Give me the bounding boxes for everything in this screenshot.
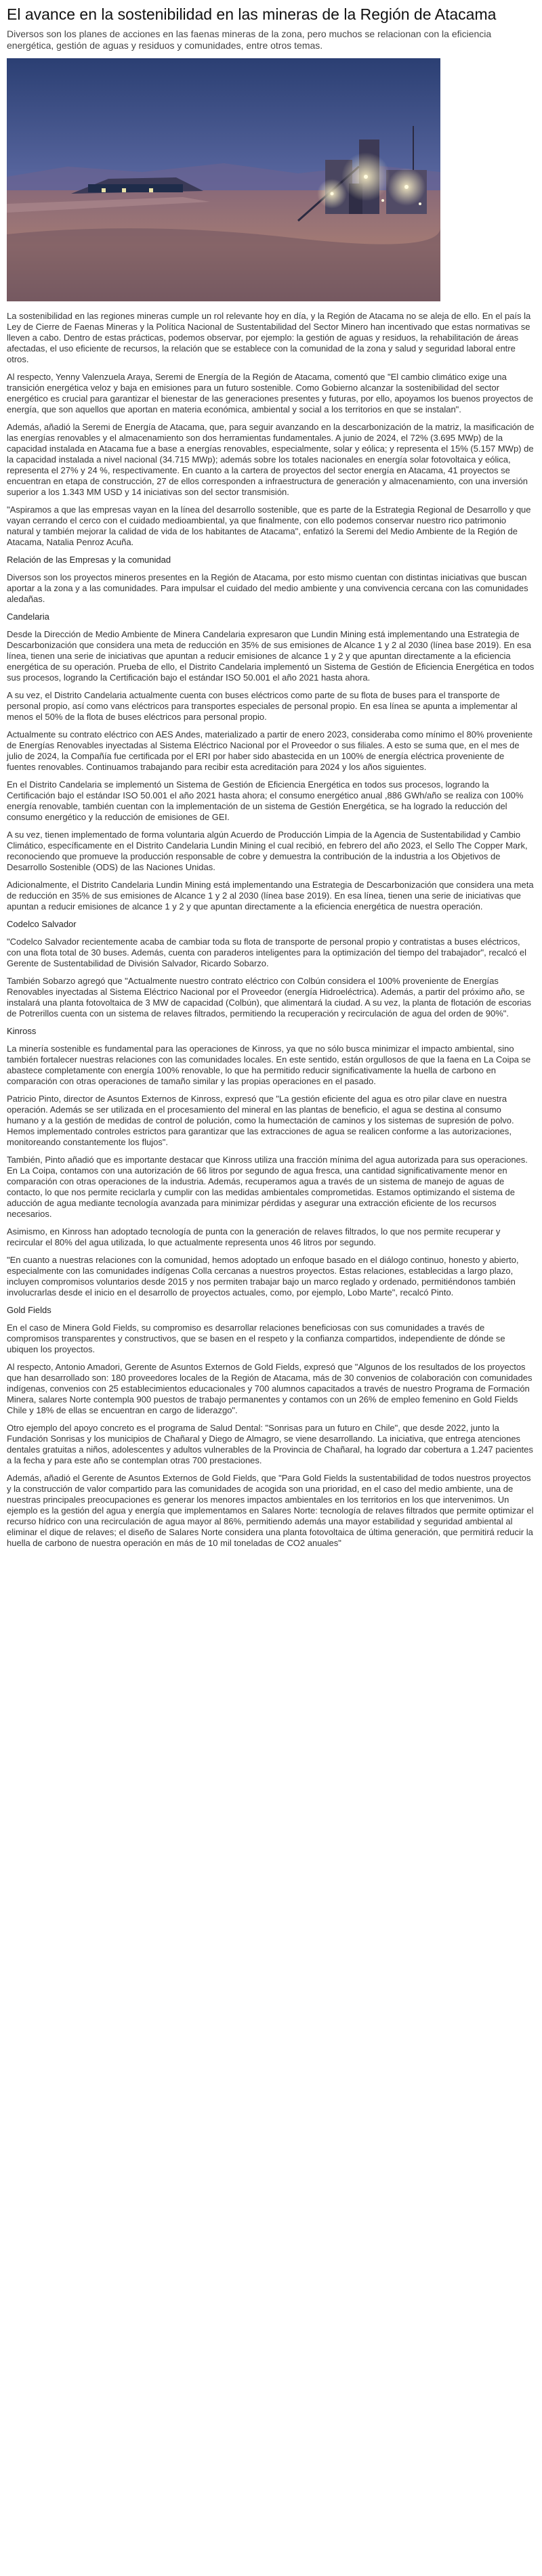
article-paragraph: La sostenibilidad en las regiones mineras cumple un rol relevante hoy en día, y la Región de Atacama no se aleja de ello. En el país la Ley de Cierre de Faenas Mineras y la Política Nacional de Sustentabilidad del Sector Minero han incentivado que estas normativas se lleven a cabo. Dentro de estas prácticas, podemos observar, por ejemplo: la gestión de aguas y residuos, la rehabilitación de áreas afectadas, el uso eficiente de recursos, la relación que se establece con la comunidad de la zona y salud y seguridad laboral entre otros. xyxy=(7,311,531,364)
article-paragraph: También Sobarzo agregó que "Actualmente nuestro contrato eléctrico con Colbún considera el 100% proveniente de Energías Renovables inyectadas al Sistema Eléctrico Nacional por el Proveedor (energía Hidroeléctrica). Además, a partir del próximo año, se instalará una planta fotovoltaica de 3 MW de capacidad (Colbún), que alimentará la ciudad. A su vez, la planta de flotación de escorias de Potrerillos cuenta con un sistema de relaves filtrados, permitiendo la recuperación y recirculación de agua del orden de 90%". xyxy=(7,976,531,1018)
section-heading: Kinross xyxy=(7,1026,37,1036)
article-paragraph: Además, añadió el Gerente de Asuntos Externos de Gold Fields, que "Para Gold Fields la sustentabilidad de todos nuestros proyectos y la construcción de valor compartido para las comunidades de acogida son una prioridad, en el caso del medio ambiente, una de nuestras principales preocupaciones es generar los menores impactos ambientales en los territorios en los que intervenimos. Un ejemplo es la gestión del agua y energía que implementamos en Salares Norte: tecnología de relaves filtrados que permite optimizar el recurso hídrico con una recirculación de agua mayor al 86%, permitiendo además una mayor estabilidad y seguridad ambiental al eliminar el dique de relaves; el diseño de Salares Norte considera una planta fotovoltaica de última generación, que permitirá reducir la huella de carbono de nuestra operación en más de 10 mil toneladas de CO2 anuales" xyxy=(7,1473,534,1548)
article-paragraph: Diversos son los proyectos mineros presentes en la Región de Atacama, por esto mismo cuentan con distintas iniciativas que buscan aportar a la zona y a las comunidades. Para impulsar el cuidado del medio ambiente y una convivencia cercana con las comunidades aledañas. xyxy=(7,572,528,604)
article-paragraph: Actualmente su contrato eléctrico con AES Andes, materializado a partir de enero 2023, consideraba como mínimo el 80% proveniente de Energías Renovables inyectadas al Sistema Eléctrico Nacional por el Proveedor o sus filiales. A esto se suma que, en el mes de julio de 2024, la Compañía fue certificada por el ERI por haber sido abastecida en un 100% de energía eléctrica proveniente de fuentes renovables. Continuamos trabajando para recibir esta acreditación para 2024 y los años siguientes. xyxy=(7,729,533,772)
article-body xyxy=(7,311,535,1549)
article-paragraph: En el Distrito Candelaria se implementó un Sistema de Gestión de Eficiencia Energética en todos sus procesos, logrando la Certificación bajo el estándar ISO 50.001 el año 2021 hasta ahora; el consumo energético anual ,886 GWh/año se realiza con 100% energía renovable, también cuentan con la implementación de un sistema de Gestión Energética, se ha logrado la reducción del consumo energético y la reducción de emisiones de GEI. xyxy=(7,779,524,822)
article-paragraph: "En cuanto a nuestras relaciones con la comunidad, hemos adoptado un enfoque basado en el diálogo continuo, honesto y abierto, especialmente con las comunidades indígenas Colla cercanas a nuestros proyectos. Estas relaciones, establecidas a largo plazo, incluyen compromisos voluntarios desde 2015 y nos permiten trabajar bajo un marco reglado y ordenado, permitiéndonos también involucrarlas desde el inicio en el desarrollo de proyectos actuales, como, por ejemplo, Lobo Marte", recalcó Pinto. xyxy=(7,1255,519,1297)
section-heading: Candelaria xyxy=(7,611,49,622)
article-paragraph: A su vez, el Distrito Candelaria actualmente cuenta con buses eléctricos como parte de su flota de buses para el transporte de personal propio, así como vans eléctricos para transportes especiales de personal propio. En esa línea se apunta a implementar al menos el 50% de la flota de buses eléctricos para personal propio. xyxy=(7,690,518,722)
article-paragraph: Patricio Pinto, director de Asuntos Externos de Kinross, expresó que "La gestión eficiente del agua es otro pilar clave en nuestra operación. Además se ser utilizada en el procesamiento del mineral en las plantas de beneficio, el agua se destina al consumo humano y a la gestión de medidas de control de polución, como la humectación de caminos y los sistemas de supresión de polvo. Hemos implementado controles estrictos para garantizar que las extracciones de agua se realicen conforme a las autorizaciones, monitoreando constantemente los flujos". xyxy=(7,1094,514,1147)
section-heading: Gold Fields xyxy=(7,1305,51,1315)
article-paragraph: Además, añadió la Seremi de Energía de Atacama, que, para seguir avanzando en la descarbonización de la matriz, la masificación de las energías renovables y el almacenamiento son dos herramientas fundamentales. A junio de 2024, el 72% (3.695 MWp) de la capacidad instalada en Atacama fue a base a energías renovables, especialmente, solar y eólica; y representa el 15% (5.157 MWp) de la capacidad instalada a nivel nacional (34.715 MWp); además sobre los totales nacionales en energía solar fotovoltaica y eólica, representa el 27% y 24 %, respectivamente. En cuanto a la cartera de proyectos del sector energía en Atacama, 41 proyectos se encuentran en etapa de construcción, 27 de ellos corresponden a infraestructura de generación y almacenamiento, con una inversión superior a los 1.343 MM USD y 14 iniciativas son del sector transmisión. xyxy=(7,422,535,497)
article-paragraph: Al respecto, Antonio Amadori, Gerente de Asuntos Externos de Gold Fields, expresó que "Algunos de los resultados de los proyectos que han desarrollado son: 180 proveedores locales de la Región de Atacama, más de 30 convenios de colaboración con comunidades indígenas, convenios con 25 establecimientos educacionales y 700 alumnos capacitados a través de nuestro Programa de Formación Minera, salares Norte contempla 900 puestos de trabajo permanentes y contamos con un 26% de empleo femenino en Gold Fields Chile y 18% de ellas se encuentran en cargo de liderazgo". xyxy=(7,1362,533,1415)
section-heading: Codelco Salvador xyxy=(7,919,77,929)
article-paragraph: Otro ejemplo del apoyo concreto es el programa de Salud Dental: "Sonrisas para un futuro en Chile", que desde 2022, junto la Fundación Sonrisas y los municipios de Chañaral y Diego de Almagro, se viene desarrollando. La iniciativa, que entrega atenciones dentales gratuitas a niños, adolescentes y adultos vulnerables de la Provincia de Chañaral, ha logrado dar cobertura a 1.247 pacientes a la fecha y para este año se contemplan otras 700 prestaciones. xyxy=(7,1423,533,1465)
article-paragraph: "Aspiramos a que las empresas vayan en la línea del desarrollo sostenible, que es parte de la Estrategia Regional de Desarrollo y que vayan cerrando el cerco con el cuidado medioambiental, ya que finalmente, con ello podemos conservar nuestro rico patrimonio natural y también mejorar la calidad de vida de los habitantes de Atacama", enfatizó la Seremi del Medio Ambiente de la Región de Atacama, Natalia Penroz Acuña. xyxy=(7,505,531,547)
article-paragraph: "Codelco Salvador recientemente acaba de cambiar toda su flota de transporte de personal propio y contratistas a buses eléctricos, con una flota total de 30 buses. Además, cuenta con paraderos inteligentes para la optimización del tiempo del trabajador", recalcó el Gerente de Sustentabilidad de División Salvador, Ricardo Sobarzo. xyxy=(7,937,527,968)
article-paragraph: Asimismo, en Kinross han adoptado tecnología de punta con la generación de relaves filtrados, lo que nos permite recuperar y recircular el 80% del agua utilizada, lo que actualmente representa unos 46 litros por segundo. xyxy=(7,1226,501,1247)
article-paragraph: También, Pinto añadió que es importante destacar que Kinross utiliza una fracción mínima del agua autorizada para sus operaciones. En La Coipa, contamos con una autorización de 66 litros por segundo de agua fresca, una cantidad significativamente menor en comparación con otras operaciones de la industria. Además, recuperamos agua a través de un sistema de manejo de aguas de contacto, lo que nos permite reciclarla y cumplir con las medidas ambientales comprometidas. Estamos optimizando el sistema de aducción de agua mediante tecnología avanzada para minimizar pérdidas y asegurar una extracción eficiente de los recursos necesarios. xyxy=(7,1155,528,1219)
article-lead: Diversos son los planes de acciones en las faenas mineras de la zona, pero muchos se relacionan con la eficiencia energética, gestión de aguas y residuos y comunidades, entre otros temas. xyxy=(7,28,492,51)
article-paragraph: Al respecto, Yenny Valenzuela Araya, Seremi de Energía de la Región de Atacama, comentó que "El cambio climático exige una transición energética veloz y baja en emisiones para un futuro sostenible. Como Gobierno alcanzar la sostenibilidad del sector energético es crucial para garantizar el bienestar de las generaciones presentes y futuras, por ello, apoyamos los buenos proyectos de energía, que son aquellos que aportan en materia económica, ambiental y social a los territorios en que se instalan". xyxy=(7,372,533,414)
article-paragraph: Desde la Dirección de Medio Ambiente de Minera Candelaria expresaron que Lundin Mining está implementando una Estrategia de Descarbonización que considera una meta de reducción en 35% de sus emisiones de Alcance 1 y 2 al 2030 (línea base 2019). En esa línea, tienen una serie de iniciativas que apuntan a reducir emisiones de alcance 1 y 2 y que apuntan directamente a la eficiencia energética de su operación. Prueba de ello, el Distrito Candelaria implementó un Sistema de Gestión de Eficiencia Energética en todos sus procesos, logrando la Certificación bajo el estándar ISO 50.001 el año 2021 hasta ahora. xyxy=(7,629,535,683)
article-paragraph: Adicionalmente, el Distrito Candelaria Lundin Mining está implementando una Estrategia de Descarbonización que considera una meta de reducción en 35% de sus emisiones de Alcance 1 y 2 al 2030 (línea base 2019). En esa línea, tienen una serie de iniciativas que apuntan a reducir emisiones de alcance 1 y 2 y que apuntan directamente a la eficiencia energética de nuestra operación. xyxy=(7,880,534,911)
section-heading: Relación de las Empresas y la comunidad xyxy=(7,555,171,565)
article-paragraph: La minería sostenible es fundamental para las operaciones de Kinross, ya que no sólo busca minimizar el impacto ambiental, sino también fortalecer nuestras relaciones con las comunidades locales. En este sentido, están orgullosos de que la faena en La Coipa se abastece completamente con energía 100% renovable, lo que ha permitido reducir significativamente la huella de carbono en comparación con otras operaciones de tamaño similar y las propias operaciones en el pasado. xyxy=(7,1044,531,1086)
page-title: El avance en la sostenibilidad en las mineras de la Región de Atacama xyxy=(7,5,497,23)
article-paragraph: A su vez, tienen implementado de forma voluntaria algún Acuerdo de Producción Limpia de la Agencia de Sustentabilidad y Cambio Climático, específicamente en el Distrito Candelaria Lundin Mining el cual recibió, en febrero del año 2023, el Sello The Copper Mark, reconociendo que promueve la producción responsable de cobre y demuestra la contribución de la industria a los Objetivos de Desarrollo Sostenible (ODS) de las Naciones Unidas. xyxy=(7,830,528,872)
article-paragraph: En el caso de Minera Gold Fields, su compromiso es desarrollar relaciones beneficiosas con sus comunidades a través de compromisos transparentes y constructivos, que se basen en el respeto y la confianza compartidos, independiente de dónde se ubiquen los proyectos. xyxy=(7,1323,505,1354)
mining-plant-photo xyxy=(7,58,440,301)
